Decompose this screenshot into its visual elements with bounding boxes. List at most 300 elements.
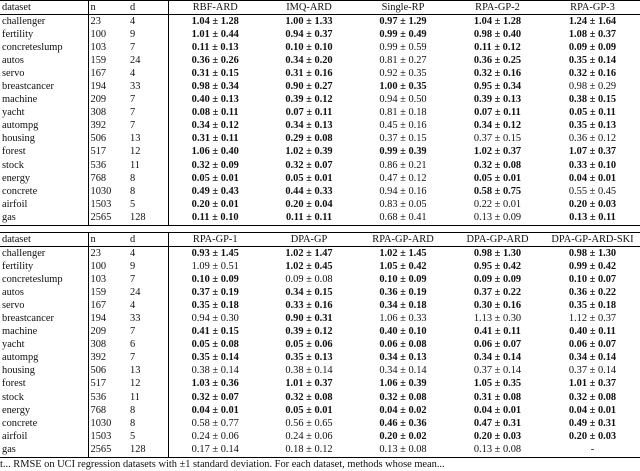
result-cell: 0.35 ± 0.13 [568, 120, 617, 132]
result-cell: 0.09 ± 0.09 [473, 273, 522, 285]
result-cell: 1.06 ± 0.33 [379, 313, 427, 325]
column-header: dataset [0, 1, 88, 15]
column-header: dataset [0, 233, 88, 247]
result-cell: 0.05 ± 0.11 [569, 107, 616, 119]
result-cell: 1.13 ± 0.30 [473, 313, 522, 325]
result-cell: 0.10 ± 0.10 [285, 41, 333, 53]
table-row [0, 211, 640, 225]
result-cell: 1.05 ± 0.35 [473, 378, 522, 390]
result-cell: 0.40 ± 0.10 [379, 326, 427, 338]
result-cell: 0.44 ± 0.33 [285, 185, 333, 197]
result-cell: 0.05 ± 0.01 [285, 172, 333, 184]
table-row [0, 430, 640, 443]
table-row [0, 15, 640, 29]
dataset-cell: fertility [0, 28, 88, 41]
result-cell: 0.39 ± 0.13 [473, 94, 522, 106]
dataset-cell: airfoil [0, 430, 88, 443]
result-cell: 0.37 ± 0.19 [191, 286, 239, 298]
result-cell: 1.08 ± 0.37 [568, 28, 617, 40]
d-cell: 12 [128, 378, 168, 391]
result-cell: 0.32 ± 0.08 [285, 391, 333, 403]
result-cell: 0.34 ± 0.12 [191, 120, 239, 132]
dataset-cell: servo [0, 67, 88, 80]
column-header: RPA-GP-1 [168, 233, 262, 247]
result-cell: 0.34 ± 0.18 [379, 299, 427, 311]
d-cell: 12 [128, 146, 168, 159]
result-cell: 0.06 ± 0.08 [379, 339, 427, 351]
result-cell: 0.90 ± 0.27 [285, 81, 333, 93]
result-cell: 1.02 ± 1.47 [285, 247, 333, 259]
result-cell: 0.37 ± 0.15 [473, 133, 522, 145]
result-cell: 1.06 ± 0.40 [191, 146, 239, 158]
dataset-cell: autompg [0, 120, 88, 133]
n-cell: 100 [90, 260, 107, 272]
result-cell: 0.31 ± 0.15 [191, 67, 239, 79]
result-cell: 0.10 ± 0.09 [379, 273, 427, 285]
table-row [0, 172, 640, 185]
result-cell: 0.05 ± 0.01 [191, 172, 239, 184]
result-cell: 0.94 ± 0.50 [379, 94, 427, 106]
result-cell: 0.81 ± 0.18 [379, 107, 427, 119]
dataset-cell: forest [0, 378, 88, 391]
result-cell: 0.92 ± 0.35 [379, 67, 427, 79]
result-cell: 0.47 ± 0.31 [473, 417, 522, 429]
dataset-cell: fertility [0, 260, 88, 273]
result-cell: 0.04 ± 0.01 [568, 404, 617, 416]
result-cell: 0.37 ± 0.22 [473, 286, 522, 298]
n-cell: 392 [90, 352, 107, 364]
result-cell: 0.41 ± 0.11 [474, 326, 521, 338]
result-cell: 1.00 ± 0.35 [379, 81, 427, 93]
table-header-row [0, 1, 640, 15]
table-row [0, 107, 640, 120]
result-cell: 0.34 ± 0.13 [285, 120, 333, 132]
result-cell: 1.01 ± 0.44 [191, 28, 239, 40]
n-cell: 768 [90, 404, 107, 416]
result-cell: 0.22 ± 0.01 [473, 198, 522, 210]
table-row [0, 120, 640, 133]
results-table-1 [0, 0, 640, 226]
column-header: n [88, 1, 128, 15]
result-cell: 0.05 ± 0.06 [285, 339, 333, 351]
column-header: RBF-ARD [168, 1, 262, 15]
result-cell: 0.09 ± 0.08 [285, 273, 333, 285]
n-cell: 536 [90, 159, 107, 171]
d-cell: 24 [128, 54, 168, 67]
n-cell: 2565 [88, 211, 128, 225]
result-cell: 0.36 ± 0.12 [568, 133, 617, 145]
d-cell: 7 [128, 120, 168, 133]
dataset-cell: machine [0, 94, 88, 107]
result-cell: 0.20 ± 0.04 [285, 198, 333, 210]
n-cell: 517 [90, 378, 107, 390]
dataset-cell: forest [0, 146, 88, 159]
dataset-cell: stock [0, 391, 88, 404]
column-header: DPA-GP-ARD-SKI [545, 233, 640, 247]
d-cell: 7 [128, 107, 168, 120]
result-cell: 0.32 ± 0.16 [568, 67, 617, 79]
table-row [0, 443, 640, 457]
d-cell: 33 [128, 80, 168, 93]
column-header: d [128, 1, 168, 15]
result-cell: 0.10 ± 0.09 [191, 273, 239, 285]
result-cell: 0.36 ± 0.26 [191, 54, 239, 66]
n-cell: 1503 [90, 198, 112, 210]
d-cell: 8 [128, 417, 168, 430]
d-cell: 4 [128, 299, 168, 312]
result-cell: 1.03 ± 0.36 [191, 378, 239, 390]
result-cell: 1.02 ± 0.37 [473, 146, 522, 158]
result-cell: 0.18 ± 0.12 [262, 443, 356, 457]
result-cell: 0.36 ± 0.25 [473, 54, 522, 66]
d-cell: 5 [128, 198, 168, 211]
result-cell: 0.39 ± 0.12 [285, 94, 333, 106]
result-cell: 1.02 ± 0.45 [285, 260, 333, 272]
dataset-cell: challenger [0, 15, 88, 29]
n-cell: 167 [90, 67, 107, 79]
table-row [0, 378, 640, 391]
d-cell: 7 [128, 41, 168, 54]
column-header: n [88, 233, 128, 247]
result-cell: - [545, 443, 640, 457]
result-cell: 0.10 ± 0.07 [568, 273, 617, 285]
table-row [0, 404, 640, 417]
result-cell: 0.30 ± 0.16 [473, 299, 522, 311]
n-cell: 159 [90, 54, 107, 66]
result-cell: 0.35 ± 0.14 [568, 54, 617, 66]
result-cell: 0.94 ± 0.30 [191, 313, 239, 325]
result-cell: 0.34 ± 0.12 [473, 120, 522, 132]
dataset-cell: yacht [0, 107, 88, 120]
dataset-cell: autos [0, 286, 88, 299]
dataset-cell: yacht [0, 339, 88, 352]
n-cell: 23 [90, 247, 101, 259]
result-cell: 0.05 ± 0.01 [285, 404, 333, 416]
result-cell: 1.05 ± 0.42 [379, 260, 427, 272]
result-cell: 0.99 ± 0.42 [568, 260, 617, 272]
d-cell: 7 [128, 326, 168, 339]
d-cell: 13 [128, 133, 168, 146]
result-cell: 0.38 ± 0.15 [568, 94, 617, 106]
result-cell: 0.05 ± 0.08 [191, 339, 239, 351]
result-cell: 1.04 ± 1.28 [191, 15, 239, 27]
result-cell: 0.49 ± 0.31 [568, 417, 617, 429]
column-header: DPA-GP-ARD [450, 233, 545, 247]
result-cell: 1.02 ± 1.45 [379, 247, 427, 259]
table-row [0, 41, 640, 54]
d-cell: 7 [128, 273, 168, 286]
result-cell: 0.13 ± 0.08 [356, 443, 450, 457]
result-cell: 0.33 ± 0.10 [568, 159, 617, 171]
d-cell: 8 [128, 185, 168, 198]
n-cell: 103 [90, 41, 107, 53]
d-cell: 8 [128, 172, 168, 185]
result-cell: 0.34 ± 0.14 [568, 352, 617, 364]
table-row [0, 28, 640, 41]
result-cell: 0.98 ± 0.34 [191, 81, 239, 93]
d-cell: 11 [128, 159, 168, 172]
d-cell: 128 [128, 443, 168, 457]
n-cell: 392 [90, 120, 107, 132]
result-cell: 0.37 ± 0.14 [473, 365, 522, 377]
d-cell: 8 [128, 404, 168, 417]
result-cell: 0.33 ± 0.16 [285, 299, 333, 311]
result-cell: 0.35 ± 0.14 [191, 352, 239, 364]
table-row [0, 67, 640, 80]
result-cell: 0.49 ± 0.43 [191, 185, 239, 197]
dataset-cell: autos [0, 54, 88, 67]
column-header: DPA-GP [262, 233, 356, 247]
result-cell: 1.01 ± 0.37 [285, 378, 333, 390]
result-cell: 0.32 ± 0.08 [379, 391, 427, 403]
dataset-cell: autompg [0, 352, 88, 365]
result-cell: 0.32 ± 0.07 [285, 159, 333, 171]
column-header: RPA-GP-ARD [356, 233, 450, 247]
dataset-cell: gas [0, 443, 88, 457]
dataset-cell: breastcancer [0, 80, 88, 93]
dataset-cell: housing [0, 365, 88, 378]
n-cell: 100 [90, 28, 107, 40]
table-row [0, 247, 640, 261]
dataset-cell: concrete [0, 417, 88, 430]
column-header: IMQ-ARD [262, 1, 356, 15]
result-cell: 0.05 ± 0.01 [473, 172, 522, 184]
result-cell: 0.17 ± 0.14 [168, 443, 262, 457]
n-cell: 506 [90, 365, 107, 377]
result-cell: 0.86 ± 0.21 [379, 159, 427, 171]
d-cell: 7 [128, 94, 168, 107]
d-cell: 4 [128, 247, 168, 261]
result-cell: 0.34 ± 0.14 [473, 352, 522, 364]
n-cell: 308 [90, 107, 107, 119]
table-row [0, 352, 640, 365]
result-cell: 0.32 ± 0.07 [191, 391, 239, 403]
result-cell: 0.20 ± 0.03 [568, 198, 617, 210]
result-cell: 0.31 ± 0.16 [285, 67, 333, 79]
result-cell: 0.06 ± 0.07 [568, 339, 617, 351]
result-cell: 0.45 ± 0.16 [379, 120, 427, 132]
table-row [0, 339, 640, 352]
dataset-cell: energy [0, 172, 88, 185]
d-cell: 13 [128, 365, 168, 378]
result-cell: 0.94 ± 0.16 [379, 185, 427, 197]
result-cell: 0.13 ± 0.11 [545, 211, 640, 225]
d-cell: 9 [128, 28, 168, 41]
n-cell: 517 [90, 146, 107, 158]
result-cell: 0.98 ± 0.29 [568, 81, 617, 93]
result-cell: 0.94 ± 0.37 [285, 28, 333, 40]
n-cell: 159 [90, 286, 107, 298]
result-cell: 0.37 ± 0.14 [568, 365, 617, 377]
result-cell: 0.11 ± 0.11 [262, 211, 356, 225]
table-row [0, 54, 640, 67]
table-row [0, 94, 640, 107]
dataset-cell: servo [0, 299, 88, 312]
table-row [0, 159, 640, 172]
result-cell: 0.11 ± 0.10 [168, 211, 262, 225]
table-row [0, 286, 640, 299]
result-cell: 0.34 ± 0.15 [285, 286, 333, 298]
result-cell: 0.32 ± 0.08 [473, 159, 522, 171]
result-cell: 0.99 ± 0.59 [379, 41, 427, 53]
table-row [0, 133, 640, 146]
n-cell: 167 [90, 299, 107, 311]
result-cell: 1.01 ± 0.37 [568, 378, 617, 390]
result-cell: 0.58 ± 0.75 [473, 185, 522, 197]
table-row [0, 260, 640, 273]
n-cell: 194 [90, 81, 107, 93]
result-cell: 0.32 ± 0.09 [191, 159, 239, 171]
result-cell: 0.20 ± 0.03 [473, 430, 522, 442]
n-cell: 209 [90, 326, 107, 338]
result-cell: 0.24 ± 0.06 [191, 430, 239, 442]
result-cell: 0.46 ± 0.36 [379, 417, 427, 429]
table-row [0, 417, 640, 430]
result-cell: 0.93 ± 1.45 [191, 247, 239, 259]
dataset-cell: challenger [0, 247, 88, 261]
table-caption: t... RMSE on UCI regression datasets with ±1 standard deviation. For each dataset, methods whose mean... [0, 459, 445, 470]
result-cell: 0.11 ± 0.13 [191, 41, 239, 53]
d-cell: 24 [128, 286, 168, 299]
result-cell: 0.47 ± 0.12 [379, 172, 427, 184]
dataset-cell: concreteslump [0, 41, 88, 54]
result-cell: 1.02 ± 0.39 [285, 146, 333, 158]
result-cell: 0.20 ± 0.01 [191, 198, 239, 210]
table-row [0, 365, 640, 378]
d-cell: 11 [128, 391, 168, 404]
table-row [0, 299, 640, 312]
n-cell: 506 [90, 133, 107, 145]
result-cell: 0.34 ± 0.20 [285, 54, 333, 66]
result-cell: 0.58 ± 0.77 [191, 417, 239, 429]
n-cell: 23 [90, 15, 101, 27]
n-cell: 2565 [88, 443, 128, 457]
d-cell: 4 [128, 15, 168, 29]
result-cell: 0.95 ± 0.34 [473, 81, 522, 93]
result-cell: 0.24 ± 0.06 [285, 430, 333, 442]
result-cell: 0.31 ± 0.11 [191, 133, 239, 145]
result-cell: 0.39 ± 0.12 [285, 326, 333, 338]
result-cell: 0.34 ± 0.13 [379, 352, 427, 364]
dataset-cell: gas [0, 211, 88, 225]
result-cell: 0.98 ± 0.40 [473, 28, 522, 40]
result-cell: 0.20 ± 0.02 [379, 430, 427, 442]
result-cell: 0.36 ± 0.22 [568, 286, 617, 298]
dataset-cell: airfoil [0, 198, 88, 211]
result-cell: 0.04 ± 0.01 [568, 172, 617, 184]
result-cell: 1.04 ± 1.28 [473, 15, 522, 27]
table-row [0, 185, 640, 198]
result-cell: 0.55 ± 0.45 [568, 185, 617, 197]
result-cell: 0.35 ± 0.18 [568, 299, 617, 311]
table-row [0, 391, 640, 404]
result-cell: 0.83 ± 0.05 [379, 198, 427, 210]
result-cell: 0.32 ± 0.08 [568, 391, 617, 403]
result-cell: 0.20 ± 0.03 [568, 430, 617, 442]
d-cell: 5 [128, 430, 168, 443]
result-cell: 1.00 ± 1.33 [285, 15, 333, 27]
result-cell: 0.95 ± 0.42 [473, 260, 522, 272]
result-cell: 0.11 ± 0.12 [474, 41, 521, 53]
result-cell: 1.09 ± 0.51 [191, 260, 239, 272]
table-row [0, 326, 640, 339]
result-cell: 0.38 ± 0.14 [285, 365, 333, 377]
table-row [0, 312, 640, 325]
n-cell: 1030 [90, 417, 112, 429]
d-cell: 128 [128, 211, 168, 225]
result-cell: 0.99 ± 0.39 [379, 146, 427, 158]
result-cell: 1.24 ± 1.64 [568, 15, 617, 27]
n-cell: 308 [90, 339, 107, 351]
result-cell: 0.41 ± 0.15 [191, 326, 239, 338]
dataset-cell: concrete [0, 185, 88, 198]
result-cell: 0.40 ± 0.13 [191, 94, 239, 106]
result-cell: 0.06 ± 0.07 [473, 339, 522, 351]
d-cell: 6 [128, 339, 168, 352]
column-header: RPA-GP-3 [545, 1, 640, 15]
dataset-cell: housing [0, 133, 88, 146]
dataset-cell: energy [0, 404, 88, 417]
result-cell: 0.07 ± 0.11 [285, 107, 333, 119]
result-cell: 0.29 ± 0.08 [285, 133, 333, 145]
n-cell: 768 [90, 172, 107, 184]
result-cell: 0.98 ± 1.30 [568, 247, 617, 259]
dataset-cell: concreteslump [0, 273, 88, 286]
result-cell: 0.09 ± 0.09 [568, 41, 617, 53]
result-cell: 0.36 ± 0.19 [379, 286, 427, 298]
dataset-cell: breastcancer [0, 312, 88, 325]
result-cell: 0.81 ± 0.27 [379, 54, 427, 66]
n-cell: 536 [90, 391, 107, 403]
result-cell: 0.07 ± 0.11 [474, 107, 521, 119]
dataset-cell: stock [0, 159, 88, 172]
result-cell: 0.34 ± 0.14 [379, 365, 427, 377]
result-cell: 0.35 ± 0.18 [191, 299, 239, 311]
table-row [0, 273, 640, 286]
result-cell: 1.07 ± 0.37 [568, 146, 617, 158]
n-cell: 1503 [90, 430, 112, 442]
result-cell: 0.08 ± 0.11 [191, 107, 239, 119]
result-cell: 0.13 ± 0.08 [450, 443, 545, 457]
table-row [0, 80, 640, 93]
column-header: Single-RP [356, 1, 450, 15]
result-cell: 0.40 ± 0.11 [569, 326, 616, 338]
result-cell: 0.99 ± 0.49 [379, 28, 427, 40]
n-cell: 194 [90, 313, 107, 325]
result-cell: 0.90 ± 0.31 [285, 313, 333, 325]
dataset-cell: machine [0, 326, 88, 339]
result-cell: 0.31 ± 0.08 [473, 391, 522, 403]
result-cell: 0.32 ± 0.16 [473, 67, 522, 79]
result-cell: 0.97 ± 1.29 [379, 15, 427, 27]
result-cell: 0.04 ± 0.01 [473, 404, 522, 416]
table-header-row [0, 233, 640, 247]
result-cell: 1.06 ± 0.39 [379, 378, 427, 390]
d-cell: 9 [128, 260, 168, 273]
table-row [0, 146, 640, 159]
column-header: d [128, 233, 168, 247]
result-cell: 0.04 ± 0.02 [379, 404, 427, 416]
d-cell: 4 [128, 67, 168, 80]
result-cell: 1.12 ± 0.37 [568, 313, 617, 325]
d-cell: 7 [128, 352, 168, 365]
d-cell: 33 [128, 312, 168, 325]
result-cell: 0.35 ± 0.13 [285, 352, 333, 364]
n-cell: 209 [90, 94, 107, 106]
n-cell: 1030 [90, 185, 112, 197]
result-cell: 0.98 ± 1.30 [473, 247, 522, 259]
result-cell: 0.56 ± 0.65 [285, 417, 333, 429]
